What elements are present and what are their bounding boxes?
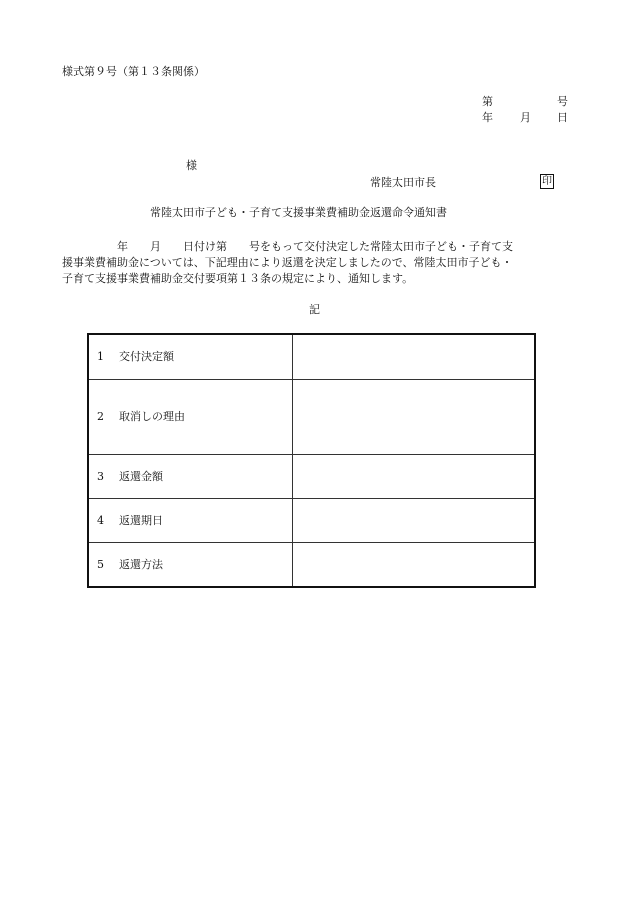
row-value[interactable]: [293, 454, 535, 498]
body-line: 年 月 日付け第 号をもって交付決定した常陸太田市子ども・子育て支: [62, 240, 513, 253]
row-label: 4 返還期日: [88, 498, 293, 542]
form-number: 様式第９号（第１３条関係）: [62, 65, 205, 78]
row-value[interactable]: [293, 334, 535, 379]
date-month: 月: [520, 111, 531, 124]
table-row: [88, 334, 535, 379]
table-row: [88, 379, 535, 454]
row-label: 3 返還金額: [88, 454, 293, 498]
row-label: 5 返還方法: [88, 542, 293, 587]
date-year: 年: [482, 111, 493, 124]
addressee-suffix: 様: [186, 159, 197, 172]
document-title: 常陸太田市子ども・子育て支援事業費補助金返還命令通知書: [150, 206, 447, 219]
row-label: 1 交付決定額: [88, 334, 293, 379]
table-row: [88, 498, 535, 542]
details-table: [87, 333, 536, 588]
number-suffix: 号: [557, 95, 568, 108]
document-date: [482, 112, 568, 123]
seal-box: 印: [540, 174, 554, 189]
row-value[interactable]: [293, 498, 535, 542]
row-label: 2 取消しの理由: [88, 379, 293, 454]
row-value[interactable]: [293, 542, 535, 587]
row-value[interactable]: [293, 379, 535, 454]
date-day: 日: [557, 111, 568, 124]
issuer-name: 常陸太田市長: [370, 176, 436, 189]
document-number: [482, 96, 568, 107]
body-line: 子育て支援事業費補助金交付要項第１３条の規定により、通知します。: [62, 272, 414, 285]
body-line: 援事業費補助金については、下記理由により返還を決定しましたので、常陸太田市子ども・: [62, 256, 513, 269]
table-row: [88, 454, 535, 498]
number-prefix: 第: [482, 95, 493, 108]
body-text: [62, 239, 572, 287]
table-row: [88, 542, 535, 587]
ki-heading: 記: [309, 303, 320, 316]
